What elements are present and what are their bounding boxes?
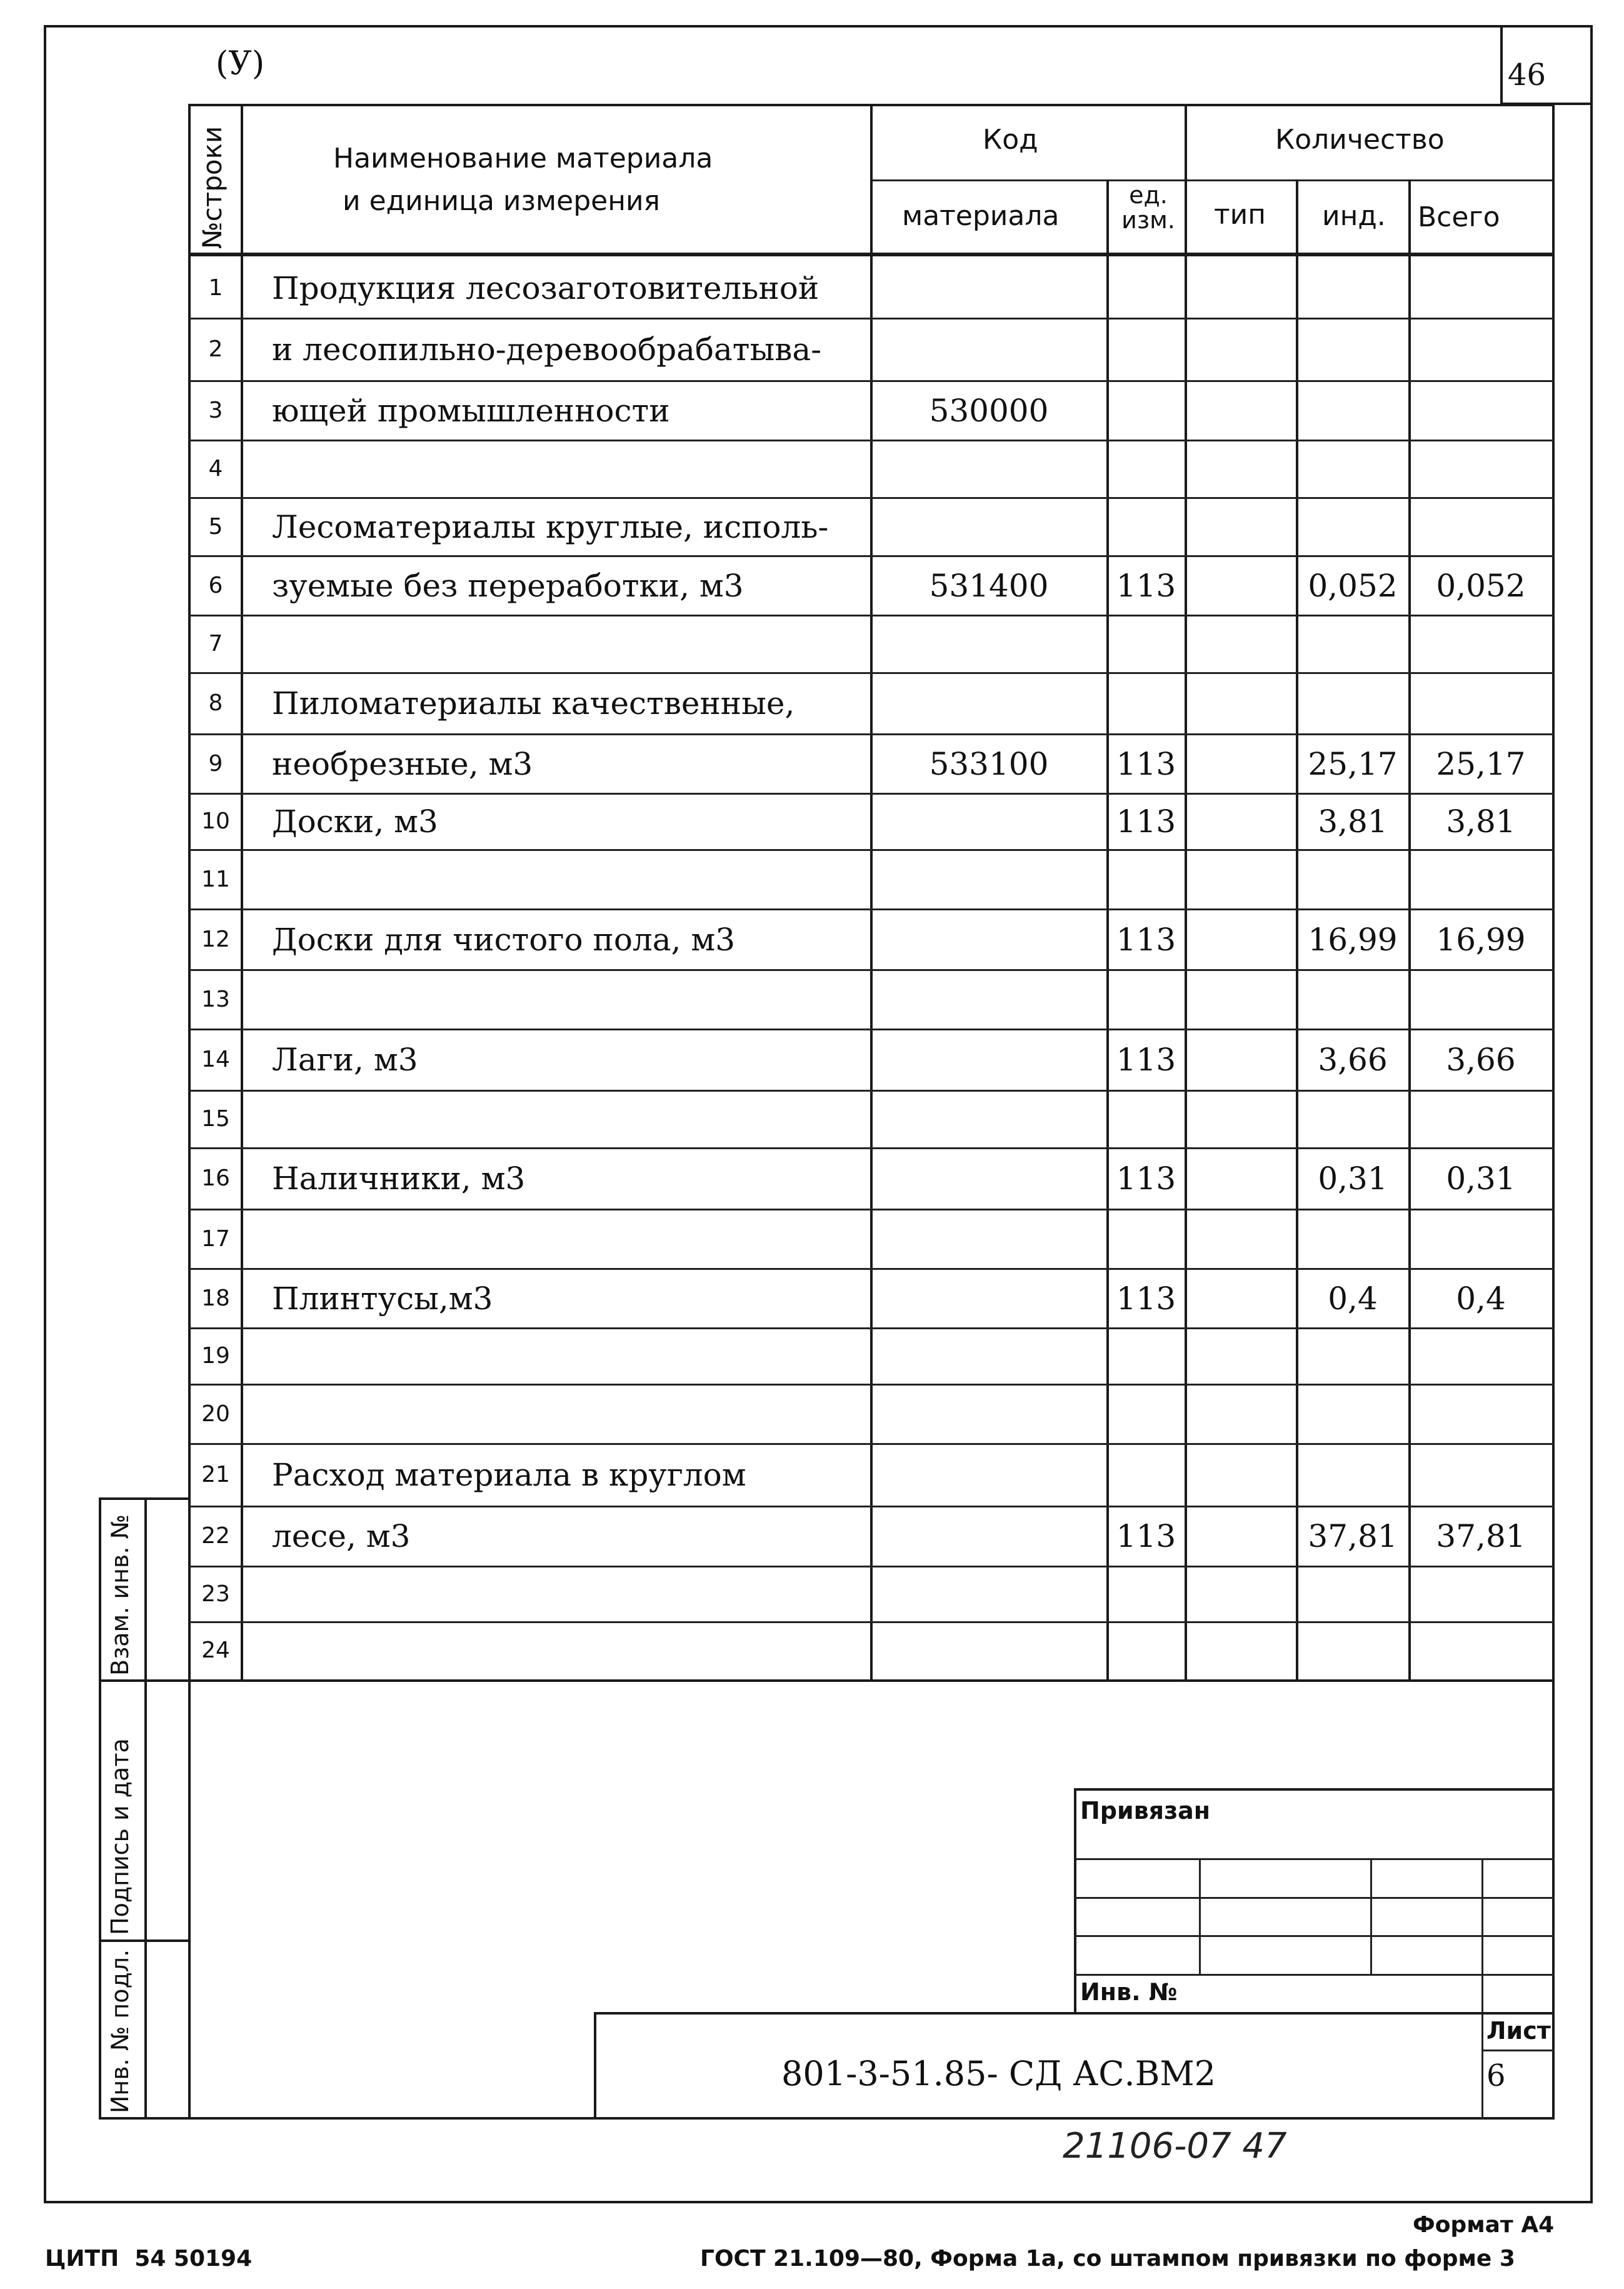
row-separator bbox=[189, 1621, 1555, 1623]
cell-n: 4 bbox=[208, 456, 223, 482]
side-stamp-bottom bbox=[99, 2117, 1555, 2120]
cell-n: 11 bbox=[201, 866, 230, 892]
side-vzam-label: Взам. инв. № bbox=[106, 1514, 134, 1676]
cell-n: 24 bbox=[201, 1637, 230, 1663]
row-separator bbox=[189, 1090, 1555, 1092]
row-separator bbox=[189, 555, 1555, 557]
cell-ind: 25,17 bbox=[1308, 745, 1398, 782]
col-name-divider bbox=[870, 104, 873, 1682]
header-qty-total: Всего bbox=[1418, 201, 1500, 233]
cell-unit: 113 bbox=[1116, 1280, 1176, 1317]
cell-total: 0,4 bbox=[1456, 1280, 1506, 1317]
col-unit-divider bbox=[1185, 104, 1187, 1682]
row-separator bbox=[189, 497, 1555, 499]
cell-name: Лаги, м3 bbox=[272, 1042, 418, 1078]
table-right-border bbox=[1552, 104, 1555, 2120]
header-code-unit: ед. изм. bbox=[1121, 181, 1175, 234]
cell-n: 15 bbox=[201, 1106, 230, 1132]
stamp-list-value: 6 bbox=[1486, 2058, 1506, 2093]
side-stamp-rule1 bbox=[99, 1679, 189, 1682]
handwritten-number: 21106-07 47 bbox=[1063, 2126, 1287, 2166]
footer-left: ЦИТП 54 50194 bbox=[45, 2246, 253, 2271]
cell-name: Доски для чистого пола, м3 bbox=[272, 921, 736, 958]
cell-unit: 113 bbox=[1116, 567, 1176, 604]
cell-ind: 37,81 bbox=[1308, 1518, 1398, 1554]
cell-n: 8 bbox=[208, 690, 223, 717]
stamp-list-label: Лист bbox=[1486, 2017, 1551, 2045]
side-stamp-top bbox=[99, 1497, 189, 1500]
cell-n: 3 bbox=[208, 397, 223, 423]
header-sub-rule-code bbox=[871, 179, 1555, 181]
cell-code: 533100 bbox=[929, 745, 1049, 782]
side-stamp-divider bbox=[144, 1497, 147, 2120]
row-separator bbox=[189, 672, 1555, 674]
cell-name: Лесоматериалы круглые, исполь- bbox=[272, 508, 829, 545]
title-block-top bbox=[595, 2012, 1555, 2015]
cell-unit: 113 bbox=[1116, 1518, 1176, 1554]
header-code-material: материала bbox=[902, 200, 1060, 232]
cell-total: 3,66 bbox=[1446, 1042, 1516, 1078]
cell-unit: 113 bbox=[1116, 803, 1176, 840]
header-qty-ind: инд. bbox=[1322, 200, 1386, 232]
row-separator bbox=[189, 1566, 1555, 1567]
stamp-left bbox=[1074, 1788, 1076, 2013]
row-separator bbox=[189, 969, 1555, 971]
cell-name: Доски, м3 bbox=[272, 803, 438, 840]
cell-n: 22 bbox=[201, 1523, 230, 1549]
footer-gost: ГОСТ 21.109—80, Форма 1а, со штампом привязки по форме 3 bbox=[700, 2246, 1515, 2271]
stamp-inv-no: Инв. № bbox=[1080, 1978, 1178, 2006]
stamp-top bbox=[1075, 1788, 1555, 1791]
stamp-privyazan: Привязан bbox=[1080, 1797, 1211, 1824]
cell-ind: 0,4 bbox=[1328, 1280, 1378, 1317]
cell-n: 10 bbox=[201, 808, 230, 835]
row-separator bbox=[189, 1268, 1555, 1270]
cell-name: Плинтусы,м3 bbox=[272, 1280, 493, 1317]
row-separator bbox=[189, 1506, 1555, 1507]
header-qty: Количество bbox=[1275, 124, 1445, 156]
cell-total: 37,81 bbox=[1436, 1518, 1526, 1554]
header-qty-type: тип bbox=[1214, 199, 1266, 231]
sheet-number: 46 bbox=[1508, 58, 1546, 93]
cell-name: и лесопильно-деревообрабатыва- bbox=[272, 331, 822, 368]
cell-n: 13 bbox=[201, 986, 230, 1012]
row-separator bbox=[189, 908, 1555, 910]
cell-total: 3,81 bbox=[1446, 803, 1516, 840]
side-inv-podl-label: Инв. № подл. bbox=[106, 1949, 134, 2113]
cell-total: 0,31 bbox=[1446, 1160, 1516, 1197]
cell-name: ющей промышленности bbox=[272, 392, 670, 429]
cell-n: 16 bbox=[201, 1165, 230, 1192]
stamp-col-2 bbox=[1370, 1858, 1372, 1974]
cell-name: Пиломатериалы качественные, bbox=[272, 685, 795, 722]
row-separator bbox=[189, 793, 1555, 795]
cell-n: 14 bbox=[201, 1047, 230, 1073]
cell-total: 25,17 bbox=[1436, 745, 1526, 782]
cell-total: 0,052 bbox=[1436, 567, 1526, 604]
cell-name: Наличники, м3 bbox=[272, 1160, 526, 1197]
header-code: Код bbox=[983, 124, 1038, 156]
row-separator bbox=[189, 733, 1555, 735]
title-block-left bbox=[594, 2012, 596, 2120]
cell-n: 19 bbox=[201, 1343, 230, 1369]
row-separator bbox=[189, 380, 1555, 382]
cell-unit: 113 bbox=[1116, 921, 1176, 958]
footer-format: Формат А4 bbox=[1413, 2212, 1555, 2238]
row-separator bbox=[189, 1147, 1555, 1149]
cell-ind: 16,99 bbox=[1308, 921, 1398, 958]
cell-name: Расход материала в круглом bbox=[272, 1457, 746, 1493]
cell-name: Продукция лесозаготовительной bbox=[272, 269, 820, 306]
cell-n: 9 bbox=[208, 750, 223, 777]
stamp-col-3 bbox=[1481, 1858, 1483, 2120]
side-stamp-outer-left bbox=[99, 1497, 101, 2120]
cell-n: 17 bbox=[201, 1225, 230, 1252]
cell-n: 18 bbox=[201, 1285, 230, 1311]
cell-ind: 3,81 bbox=[1318, 803, 1388, 840]
cell-ind: 0,31 bbox=[1318, 1160, 1388, 1197]
row-separator bbox=[189, 1327, 1555, 1329]
cell-name: зуемые без переработки, м3 bbox=[272, 567, 744, 604]
cell-code: 530000 bbox=[929, 392, 1049, 429]
cell-n: 20 bbox=[201, 1401, 230, 1427]
cell-n: 7 bbox=[208, 631, 223, 657]
row-separator bbox=[189, 1443, 1555, 1445]
cell-name: лесе, м3 bbox=[272, 1518, 411, 1554]
header-name-line2: и единица измерения bbox=[343, 185, 661, 217]
side-stamp-rule2 bbox=[99, 1939, 189, 1942]
row-separator bbox=[189, 1209, 1555, 1210]
side-podpis-label: Подпись и дата bbox=[106, 1738, 134, 1935]
row-separator bbox=[189, 615, 1555, 616]
cell-n: 2 bbox=[208, 336, 223, 363]
cell-unit: 113 bbox=[1116, 745, 1176, 782]
row-separator bbox=[189, 440, 1555, 441]
cell-n: 5 bbox=[208, 513, 223, 540]
row-separator bbox=[189, 1384, 1555, 1386]
cell-name: необрезные, м3 bbox=[272, 745, 533, 782]
cell-ind: 3,66 bbox=[1318, 1042, 1388, 1078]
list-box-rule bbox=[1481, 2050, 1555, 2051]
row-separator bbox=[189, 849, 1555, 851]
cell-unit: 113 bbox=[1116, 1042, 1176, 1078]
header-name-line1: Наименование материала bbox=[333, 143, 713, 174]
stamp-doc-code: 801-3-51.85- СД АС.ВМ2 bbox=[781, 2054, 1216, 2093]
cell-ind: 0,052 bbox=[1308, 567, 1398, 604]
row-separator bbox=[189, 318, 1555, 319]
cell-code: 531400 bbox=[929, 567, 1049, 604]
header-row-no-label: №строки bbox=[197, 126, 228, 249]
cell-n: 21 bbox=[201, 1462, 230, 1488]
cell-total: 16,99 bbox=[1436, 921, 1526, 958]
cell-unit: 113 bbox=[1116, 1160, 1176, 1197]
row-separator bbox=[189, 1029, 1555, 1030]
cell-n: 1 bbox=[208, 274, 223, 301]
stamp-col-1 bbox=[1199, 1858, 1201, 1974]
corner-mark: (У) bbox=[216, 45, 265, 83]
cell-n: 12 bbox=[201, 926, 230, 952]
cell-n: 23 bbox=[201, 1581, 230, 1607]
cell-n: 6 bbox=[208, 572, 223, 598]
